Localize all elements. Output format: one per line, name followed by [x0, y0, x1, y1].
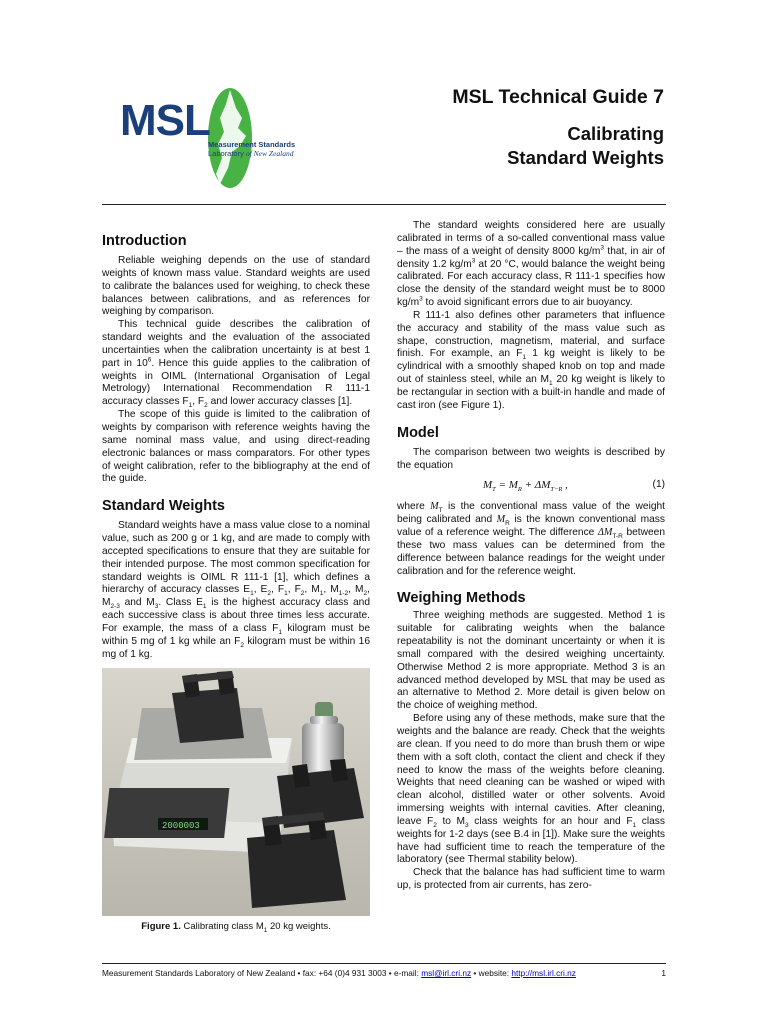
intro-paragraph-2: This technical guide describes the calibration of standard weights and the evaluation of the associated uncertainties when the calibration uncertainty is at best 1 part in $10^6$. Hence this guide applies to the calibration of weights in OIML (International Organisation of Legal Metrology) International Recommendation R 111-1 accuracy classes $F_1$, $F_2$ and lower accuracy classes [1].	[102, 319, 371, 410]
left-column	[102, 232, 370, 661]
msl-logo	[112, 88, 312, 196]
logo-subtitle-line1: Measurement Standards	[208, 140, 296, 149]
intro-paragraph-1: Reliable weighing depends on the use of standard weights of known mass value. Standard weights are used to calibrate the balances used for weighing, to check these balances between calibrations, and as references for weighing by comparison.	[102, 255, 370, 318]
weighing-methods-paragraph-3: Check that the balance has had sufficient time to warm up, is protected from air currents, has zero-	[397, 867, 665, 892]
footer-website-link[interactable]: http://msl.irl.cri.nz	[511, 968, 576, 978]
weighing-methods-paragraph-2: Before using any of these methods, make sure that the weights and the balance are ready. Check that the weights are clean. If you need to do more than brush them or wipe them with a soft cloth, contact the client and check if they need to know the mass of the weights before cleaning. Weights that need cleaning can be washed or wiped with clean alcohol, distilled water or other solvents. Avoid immersing weights with internal cavities. After cleaning, leave $F_2$ to $M_3$ class weights for an hour and $F_1$ class weights for 1-2 days (see B.4 in [1]). Make sure the weights have had sufficient time to reach the temperature of the laboratory (see Thermal stability below).	[397, 713, 665, 866]
figure-1-photo	[102, 668, 370, 916]
document-title-line1: Calibrating	[567, 123, 664, 144]
intro-paragraph-3: The scope of this guide is limited to the calibration of weights by comparison with reference weights having the same nominal mass value, and using direct-reading electronic balances or mass comparators. For other types of weight calibration, refer to the bibliography at the end of the guide.	[102, 409, 370, 485]
model-paragraph-1: The comparison between two weights is described by the equation	[397, 446, 665, 471]
standard-weights-heading: Standard Weights	[102, 498, 225, 515]
balance-and-weights-image	[102, 668, 370, 916]
model-paragraph-2: where $M_T$ is the conventional mass value of the weight being calibrated and $M_R$ is the known conventional mass value of a reference weight. The difference $\Delta M_{T-R}$ between these two mass values can be determined from the difference between balance readings for the weight under calibration and for the reference weight.	[397, 501, 665, 577]
equation-number: (1)	[652, 479, 665, 491]
right-column	[397, 220, 665, 893]
footer-contact: Measurement Standards Laboratory of New Zealand • fax: +64 (0)4 931 3003 • e-mail: msl@irl.cri.nz • website: http://msl.irl.cri.nz	[102, 968, 576, 978]
right-paragraph-1: The standard weights considered here are usually calibrated in terms of a so-called conventional mass value – the mass of a weight of density 8000 $kg/m^3$ that, in air of density 1.2 $kg/m^3$ at 20 °C, would balance the weight being calibrated. For each accuracy class, R 111-1 specifies how close the density of the standard weight must be to 8000 $kg/m^3$ to avoid significant errors due to air buoyancy.	[397, 220, 665, 309]
figure-1-caption: Figure 1. Calibrating class $M_1$ 20 kg weights.	[141, 921, 331, 934]
logo-subtitle-line2: Laboratory	[208, 149, 244, 158]
standard-weights-paragraph: Standard weights have a mass value close to a nominal value, such as 200 g or 1 kg, and are made to comply with accepted specifications to ensure that they are suitable for their intended purpose. The most common specification for standard weights is OIML R 111-1 [1], which defines a hierarchy of accuracy classes $E_1$, $E_2$, $F_1$, $F_2$, $M_1$, $M_{1-2}$, $M_2$, $M_{2-3}$ and $M_3$. Class $E_1$ is the highest accuracy class and each successive class is about three times less accurate. For example, the mass of a class $F_1$ kilogram must be within 5 mg of 1 kg while an $F_2$ kilogram must be within 16 mg of 1 kg.	[102, 520, 370, 660]
weighing-methods-paragraph-1: Three weighing methods are suggested. Method 1 is suitable for calibrating weights when the balance repeatability is not the dominant uncertainty or when it is small compared with the desired weighing uncertainty. Otherwise Method 2 is more appropriate. Method 3 is an advanced method developed by MSL that may be used as an alternative to Method 2. More detail is given below on the choice of weighing method.	[397, 610, 665, 712]
introduction-heading: Introduction	[102, 233, 187, 249]
logo-wordmark: MSL	[120, 96, 210, 145]
footer-divider	[102, 963, 666, 964]
equation-1: $M_T = M_R + \Delta M_{T-R}$ , (1)	[483, 479, 665, 494]
document-title	[507, 122, 664, 170]
logo-subtitle	[208, 140, 295, 158]
weighing-methods-heading: Weighing Methods	[397, 590, 526, 607]
right-paragraph-2: R 111-1 also defines other parameters that influence the accuracy and stability of the mass value such as shape, construction, magnetism, material, and surface finish. For example, an $F_1$ 1 kg weight is likely to be cylindrical with a smoothly shaped knob on top and made out of stainless steel, while an $M_1$ 20 kg weight is likely to be rectangular in section with a built-in handle and made of cast iron (see Figure 1).	[397, 309, 666, 411]
guide-title: MSL Technical Guide 7	[452, 86, 664, 108]
document-title-line2: Standard Weights	[507, 147, 664, 168]
balance-display-readout: 2000003	[162, 821, 200, 831]
footer-email-link[interactable]: msl@irl.cri.nz	[421, 968, 472, 978]
page-number: 1	[661, 968, 666, 978]
header-divider	[102, 204, 666, 205]
footer	[102, 968, 666, 978]
logo-subtitle-line2-tail: of New Zealand	[245, 149, 294, 158]
model-heading: Model	[397, 424, 439, 441]
